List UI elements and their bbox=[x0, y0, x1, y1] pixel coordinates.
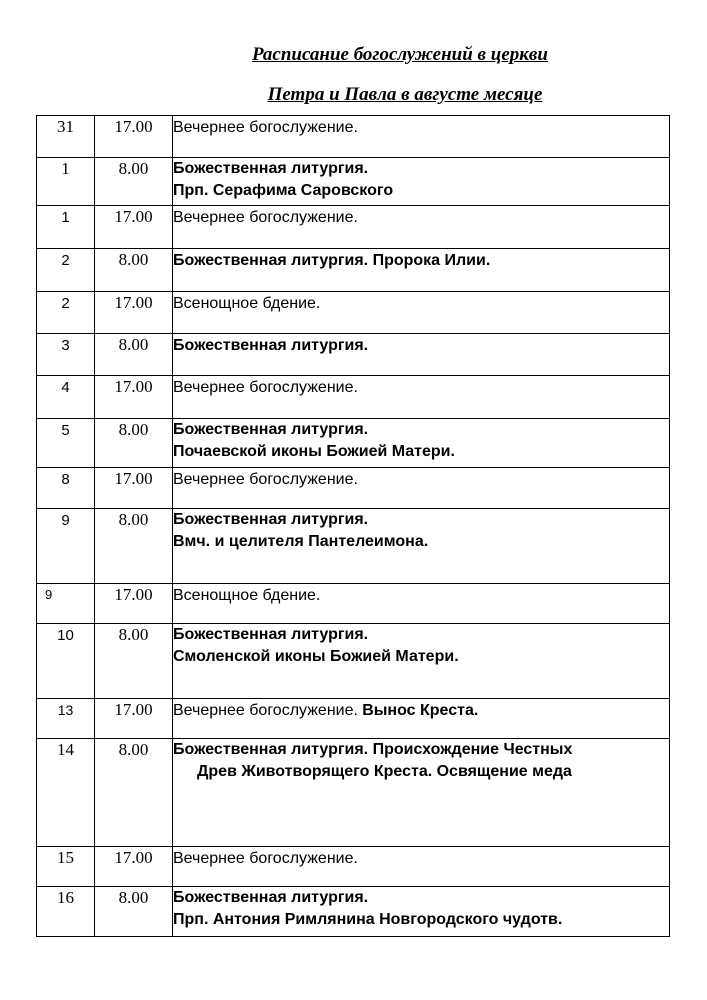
service-text: Божественная литургия. bbox=[173, 160, 369, 177]
feast-text: Прп. Антония Римлянина Новгородского чудотв. bbox=[173, 911, 563, 928]
time-cell: 8.00 bbox=[95, 249, 173, 292]
service-cell bbox=[173, 292, 670, 334]
time-cell: 8.00 bbox=[95, 334, 173, 376]
day-text: 9 bbox=[61, 512, 70, 529]
table-row bbox=[37, 334, 670, 376]
feast-text: Вмч. и целителя Пантелеимона. bbox=[173, 533, 429, 550]
service-text: Божественная литургия. Пророка Илии. bbox=[173, 252, 491, 269]
day-cell: 16 bbox=[37, 887, 95, 937]
service-text: Вечернее богослужение. bbox=[173, 850, 358, 867]
service-text: Вечернее богослужение. bbox=[173, 209, 358, 226]
feast-text: Древ Животворящего Креста. Освящение меда bbox=[197, 763, 572, 780]
table-row bbox=[37, 624, 670, 699]
day-cell bbox=[37, 699, 95, 739]
day-cell bbox=[37, 334, 95, 376]
day-text: 4 bbox=[61, 379, 70, 396]
table-row bbox=[37, 847, 670, 887]
day-cell bbox=[37, 249, 95, 292]
service-cell bbox=[173, 584, 670, 624]
day-text: 3 bbox=[61, 337, 70, 354]
service-cell bbox=[173, 334, 670, 376]
time-cell: 17.00 bbox=[95, 376, 173, 419]
day-text: 10 bbox=[57, 627, 74, 644]
service-cell bbox=[173, 206, 670, 249]
service-text: Божественная литургия. bbox=[173, 511, 369, 528]
day-cell bbox=[37, 206, 95, 249]
table-row bbox=[37, 419, 670, 468]
feast-text: Смоленской иконы Божией Матери. bbox=[173, 648, 459, 665]
time-cell: 8.00 bbox=[95, 624, 173, 699]
day-text: 9 bbox=[45, 587, 53, 602]
page-title: Расписание богослужений в церкви bbox=[252, 44, 548, 65]
time-cell: 17.00 bbox=[95, 116, 173, 158]
day-text: 2 bbox=[61, 252, 70, 269]
service-cell bbox=[173, 249, 670, 292]
table-row bbox=[37, 376, 670, 419]
time-cell: 17.00 bbox=[95, 292, 173, 334]
feast-text: Вынос Креста. bbox=[362, 702, 479, 719]
service-text: Божественная литургия. Происхождение Честных bbox=[173, 741, 573, 758]
service-text: Вечернее богослужение. bbox=[173, 119, 358, 136]
time-cell: 17.00 bbox=[95, 847, 173, 887]
service-cell bbox=[173, 699, 670, 739]
table-row bbox=[37, 887, 670, 937]
day-cell: 14 bbox=[37, 739, 95, 847]
time-cell: 17.00 bbox=[95, 206, 173, 249]
time-cell: 8.00 bbox=[95, 158, 173, 206]
table-row bbox=[37, 699, 670, 739]
service-cell bbox=[173, 419, 670, 468]
table-row bbox=[37, 116, 670, 158]
time-cell: 8.00 bbox=[95, 509, 173, 584]
service-cell bbox=[173, 887, 670, 937]
service-cell bbox=[173, 468, 670, 509]
service-text: Божественная литургия. bbox=[173, 337, 369, 354]
table-row bbox=[37, 468, 670, 509]
time-cell: 17.00 bbox=[95, 468, 173, 509]
service-cell bbox=[173, 158, 670, 206]
service-text: Вечернее богослужение. bbox=[173, 702, 358, 719]
feast-text: Почаевской иконы Божией Матери. bbox=[173, 443, 455, 460]
table-row bbox=[37, 249, 670, 292]
service-text: Божественная литургия. bbox=[173, 889, 369, 906]
day-cell bbox=[37, 509, 95, 584]
day-text: 1 bbox=[61, 209, 70, 226]
service-cell bbox=[173, 376, 670, 419]
day-text: 13 bbox=[57, 702, 74, 718]
day-cell bbox=[37, 376, 95, 419]
service-cell bbox=[173, 624, 670, 699]
day-text: 2 bbox=[61, 295, 70, 312]
service-text: Божественная литургия. bbox=[173, 421, 369, 438]
table-row bbox=[37, 584, 670, 624]
day-text: 5 bbox=[61, 422, 70, 439]
service-cell bbox=[173, 116, 670, 158]
time-cell: 8.00 bbox=[95, 419, 173, 468]
day-cell bbox=[37, 292, 95, 334]
day-cell bbox=[37, 419, 95, 468]
service-text: Всенощное бдение. bbox=[173, 295, 321, 312]
day-cell bbox=[37, 624, 95, 699]
service-text: Божественная литургия. bbox=[173, 626, 369, 643]
service-cell bbox=[173, 847, 670, 887]
day-cell: 31 bbox=[37, 116, 95, 158]
page-subtitle: Петра и Павла в августе месяце bbox=[267, 84, 543, 105]
table-row bbox=[37, 739, 670, 847]
time-cell: 8.00 bbox=[95, 739, 173, 847]
schedule-table bbox=[36, 115, 670, 937]
time-cell: 8.00 bbox=[95, 887, 173, 937]
service-cell bbox=[173, 509, 670, 584]
table-row bbox=[37, 292, 670, 334]
feast-text: Прп. Серафима Саровского bbox=[173, 182, 394, 199]
service-cell bbox=[173, 739, 670, 847]
service-text: Вечернее богослужение. bbox=[173, 471, 358, 488]
day-cell: 1 bbox=[37, 158, 95, 206]
table-row bbox=[37, 206, 670, 249]
service-text: Всенощное бдение. bbox=[173, 587, 321, 604]
table-row bbox=[37, 509, 670, 584]
day-text: 8 bbox=[61, 471, 70, 488]
service-text: Вечернее богослужение. bbox=[173, 379, 358, 396]
day-cell: 15 bbox=[37, 847, 95, 887]
time-cell: 17.00 bbox=[95, 584, 173, 624]
day-cell bbox=[37, 584, 95, 624]
time-cell: 17.00 bbox=[95, 699, 173, 739]
day-cell bbox=[37, 468, 95, 509]
table-row bbox=[37, 158, 670, 206]
